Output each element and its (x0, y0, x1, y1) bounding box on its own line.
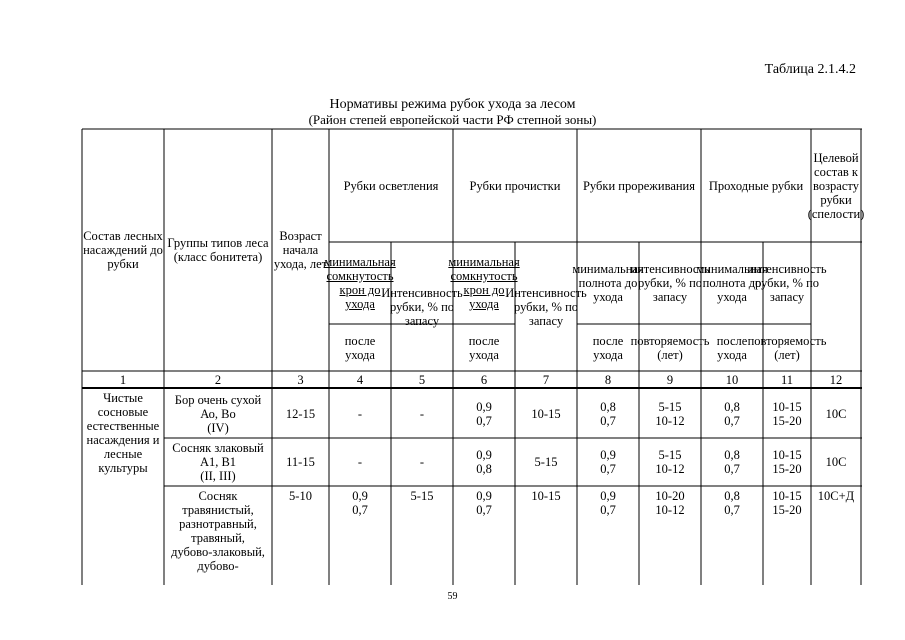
table-label: Таблица 2.1.4.2 (764, 62, 856, 77)
cell-value: 10-15 15-20 (772, 489, 802, 517)
cell-value: 5-15 (534, 455, 558, 469)
table-subtitle: (Район степей европейской части РФ степной зоны) (308, 112, 597, 127)
cell-group: Бор очень сухой Ао, Во (IV) (174, 392, 262, 435)
cell-value: 10-15 (531, 406, 561, 421)
page-number: 59 (447, 591, 458, 602)
subheader-min-density-2: минимальная полнота до ухода (696, 262, 768, 304)
cell-value: 5-15 10-12 (655, 448, 685, 476)
col-number: 2 (214, 372, 222, 387)
cell-value: 10-20 10-12 (655, 489, 685, 517)
cell-value: 0,8 0,7 (724, 448, 740, 476)
cell-value: - (419, 406, 425, 421)
subheader-after-3: после ухода (592, 333, 624, 362)
cell-age: 12-15 (285, 406, 316, 421)
header-groups: Группы типов леса (класс бонитета) (167, 236, 269, 264)
cell-value: 0,9 0,7 (600, 448, 616, 476)
cell-value: 10С (825, 455, 847, 469)
cell-value: 0,9 0,7 (600, 489, 616, 517)
header-thinning: Рубки прореживания (582, 178, 695, 193)
col-number: 9 (666, 372, 674, 387)
header-target: Целевой состав к возрасту рубки (спелости) (807, 150, 865, 221)
cell-value: 0,8 0,7 (724, 489, 740, 517)
col-number: 11 (780, 372, 794, 387)
col-number: 7 (542, 372, 550, 387)
subheader-min-density: минимальная полнота до ухода (572, 262, 644, 304)
cell-age: 5-10 (289, 489, 312, 503)
subheader-after-4: после ухода (716, 333, 748, 362)
cell-value: 0,9 0,7 (476, 399, 492, 428)
cell-value: - (357, 455, 363, 469)
col-number: 4 (356, 372, 364, 387)
header-age: Возраст начала ухода, лет (273, 229, 328, 271)
col-number: 12 (829, 372, 843, 387)
cell-value: 10-15 15-20 (772, 448, 802, 476)
cell-value: 0,8 0,7 (600, 399, 616, 428)
subheader-min-closure: минимальная сомкнутость крон до ухода (324, 255, 396, 311)
subheader-intensity-2: Интенсивность рубки, % по запасу (505, 285, 587, 328)
subheader-after: после ухода (344, 333, 376, 362)
cell-value: 0,8 0,7 (724, 399, 740, 428)
header-clarification: Рубки осветления (343, 178, 439, 193)
subheader-after-2: после ухода (468, 333, 500, 362)
cell-value: - (357, 406, 363, 421)
norms-table (82, 129, 865, 585)
col-number: 3 (297, 372, 304, 387)
subheader-repeat-2: повторяемость (лет) (747, 333, 827, 362)
col-number: 10 (725, 372, 739, 387)
subheader-min-closure-2: минимальная сомкнутость крон до ухода (448, 255, 520, 311)
cell-value: 10-15 (531, 489, 561, 503)
header-passing: Проходные рубки (708, 178, 804, 193)
subheader-repeat: повторяемость (лет) (630, 333, 710, 362)
header-cleaning: Рубки прочистки (469, 178, 561, 193)
cell-value: 5-15 10-12 (655, 399, 685, 428)
cell-value: - (419, 455, 425, 469)
col-number: 1 (119, 372, 127, 387)
col-number: 5 (418, 372, 426, 387)
cell-age: 11-15 (286, 455, 315, 469)
cell-group: Сосняк злаковый А1, В1 (II, III) (172, 441, 264, 483)
cell-value: 5-15 (410, 489, 434, 503)
header-composition: Состав лесных насаждений до рубки (83, 229, 163, 271)
subheader-intensity: Интенсивность рубки, % по запасу (381, 285, 463, 328)
col-number: 6 (480, 372, 488, 387)
table-title: Нормативы режима рубок ухода за лесом (329, 97, 576, 112)
cell-value: 0,9 0,8 (476, 448, 492, 476)
cell-value: 10-15 15-20 (772, 399, 802, 428)
cell-value: 0,9 0,7 (352, 489, 368, 517)
subheader-intensity-stock: интенсивность рубки, % по запасу (630, 262, 710, 304)
cell-value: 0,9 0,7 (476, 489, 492, 517)
cell-value: 10С+Д (817, 489, 855, 503)
cell-value: 10С (825, 406, 847, 421)
col-number: 8 (604, 372, 612, 387)
cell-group: Сосняк травянистый, разнотравный, травяный, дубово-злаковый, дубово- (171, 489, 265, 573)
cell-composition: Чистые сосновые естественные насаждения и лесные культуры (86, 391, 160, 475)
subheader-intensity-stock-2: интенсивность рубки, % по запасу (747, 262, 827, 304)
